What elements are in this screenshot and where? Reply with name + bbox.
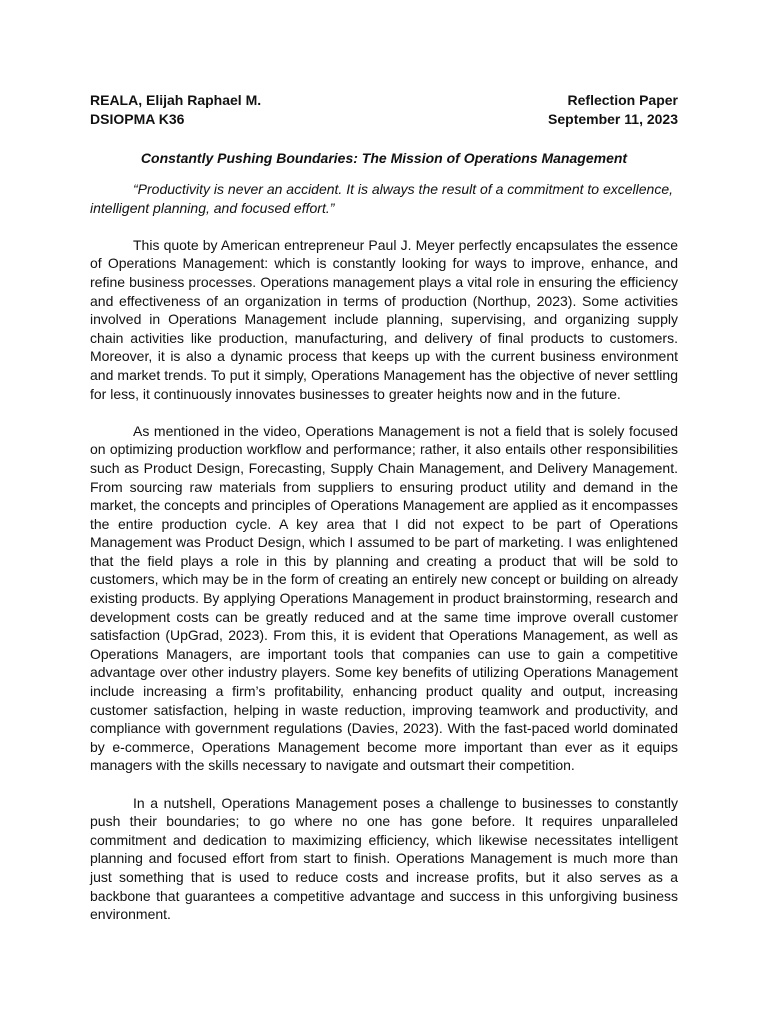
document-page [90, 91, 678, 924]
body-paragraph-2: As mentioned in the video, Operations Management is not a field that is solely focused on optimizing production workflow and performance; rather, it also entails other responsibilities such as Product Design, Forecasting, Supply Chain Management, and Delivery Management. From sourcing raw materials from suppliers to ensuring product utility and demand in the market, the concepts and principles of Operations Management are applied as it encompasses the entire production cycle. A key area that I did not expect to be part of Operations Management was Product Design, which I assumed to be part of marketing. I was enlightened that the field plays a role in this by planning and creating a product that will be sold to customers, which may be in the form of creating an entirely new concept or building on already existing products. By applying Operations Management in product brainstorming, research and development costs can be greatly reduced and at the same time improve overall customer satisfaction (UpGrad, 2023). From this, it is evident that Operations Management, as well as Operations Managers, are important tools that companies can use to gain a competitive advantage over other industry players. Some key benefits of utilizing Operations Management include increasing a firm’s profitability, enhancing product quality and output, increasing customer satisfaction, helping in waste reduction, improving teamwork and productivity, and compliance with government regulations (Davies, 2023). With the fast-paced world dominated by e-commerce, Operations Management become more important than ever as it equips managers with the skills necessary to navigate and outsmart their competition. [90, 422, 678, 774]
header-left [90, 91, 261, 129]
document-header [90, 91, 678, 129]
document-type: Reflection Paper [567, 92, 678, 108]
body-paragraph-3: In a nutshell, Operations Management poses a challenge to businesses to constantly push their boundaries; to go where no one has gone before. It requires unparalleled commitment and dedication to maximizing efficiency, which likewise necessitates intelligent planning and focused effort from start to finish. Operations Management is much more than just something that is used to reduce costs and increase profits, but it also serves as a backbone that guarantees a competitive advantage and success in this unforgiving business environment. [90, 794, 678, 923]
paper-title: Constantly Pushing Boundaries: The Mission of Operations Management [140, 150, 628, 166]
document-date: September 11, 2023 [548, 111, 678, 127]
course-code: DSIOPMA K36 [90, 111, 185, 127]
author-name: REALA, Elijah Raphael M. [90, 92, 262, 108]
header-right [548, 91, 678, 129]
opening-quote: “Productivity is never an accident. It is always the result of a commitment to excellence, intelligent planning, and focused effort.” [90, 181, 674, 216]
body-paragraph-1: This quote by American entrepreneur Paul J. Meyer perfectly encapsulates the essence of Operations Management: which is constantly looking for ways to improve, enhance, and refine business processes. Operations management plays a vital role in ensuring the efficiency and effectiveness of an organization in terms of production (Northup, 2023). Some activities involved in Operations Management include planning, supervising, and organizing supply chain activities like production, manufacturing, and delivery of final products to customers. Moreover, it is also a dynamic process that keeps up with the current business environment and market trends. To put it simply, Operations Management has the objective of never settling for less, it continuously innovates businesses to greater heights now and in the future. [90, 236, 678, 402]
